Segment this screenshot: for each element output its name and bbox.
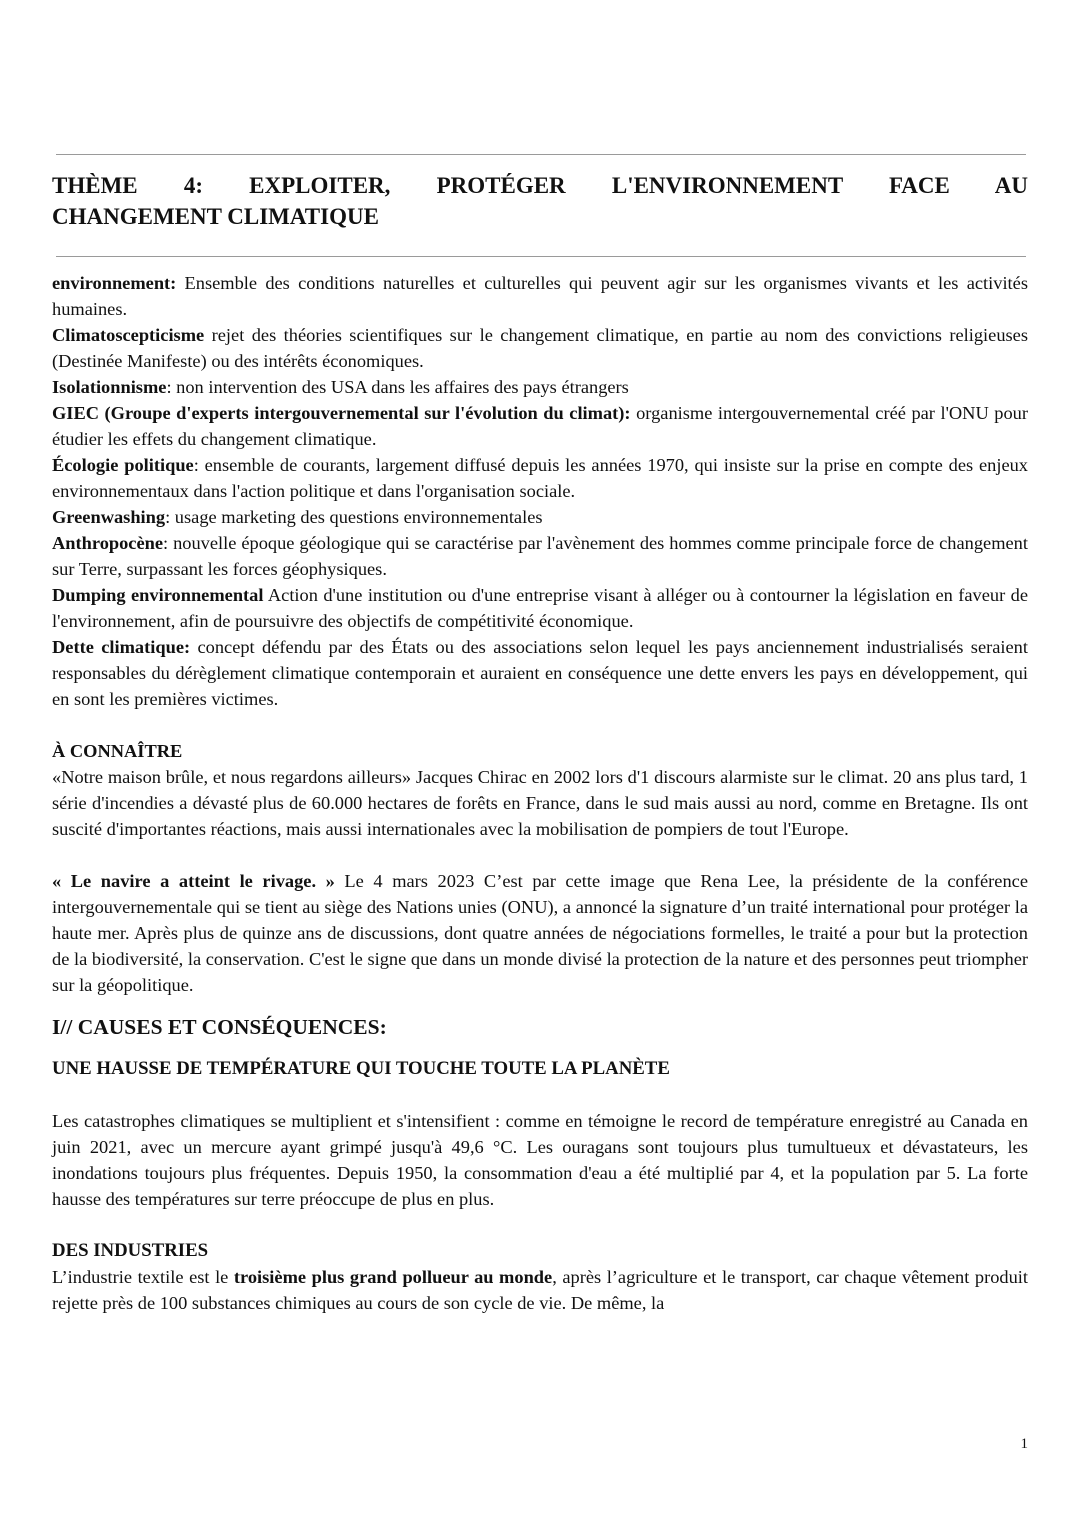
definition-term: Dette climatique:	[52, 637, 191, 657]
a-connaitre-heading-text: À CONNAÎTRE	[52, 741, 183, 761]
subsection-heading: DES INDUSTRIES	[52, 1240, 209, 1261]
definition	[52, 270, 1028, 322]
definition	[52, 400, 1028, 452]
title-line-1: THÈME 4: EXPLOITER, PROTÉGER L'ENVIRONNEMENT FACE AU	[52, 173, 1028, 198]
subsection-paragraph	[52, 1264, 1028, 1316]
definition-text: concept défendu par des États ou des associations selon lequel les pays anciennement industrialisés seraient responsables du dérèglement climatique contemporain et auraient en conséquence une dette envers les pays en développement, qui en sont les premières victimes.	[52, 637, 1028, 709]
bottom-divider	[56, 256, 1026, 257]
definition-text: Ensemble des conditions naturelles et culturelles qui peuvent agir sur les organismes vivants et les activités humaines.	[52, 273, 1028, 319]
definition	[52, 504, 1028, 530]
document-body	[52, 270, 1028, 1316]
definition	[52, 374, 1028, 400]
definition-text: : nouvelle époque géologique qui se caractérise par l'avènement des hommes comme principale force de changement sur Terre, surpassant les forces géophysiques.	[52, 533, 1028, 579]
definition-term: GIEC (Groupe d'experts intergouvernemental sur l'évolution du climat):	[52, 403, 631, 423]
definition-text: Action d'une institution ou d'une entreprise visant à alléger ou à contourner la législation en faveur de l'environnement, afin de poursuivre des objectifs de compétitivité économique.	[52, 585, 1028, 631]
top-divider	[56, 154, 1026, 155]
a-connaitre-paragraph-1: «Notre maison brûle, et nous regardons ailleurs» Jacques Chirac en 2002 lors d'1 discours alarmiste sur le climat. 20 ans plus tard, 1 série d'incendies a dévasté plus de 60.000 hectares de forêts en France, dans le sud mais aussi au nord, comme en Bretagne. Ils ont suscité d'importantes réactions, mais aussi internationales avec la mobilisation de pompiers de tout l'Europe.	[52, 767, 1028, 839]
paragraph-text: L’industrie textile est le	[52, 1267, 234, 1287]
paragraph-text: , après l’agriculture et le transport, car chaque vêtement produit rejette près de 100 substances chimiques au cours de son cycle de vie. De même, la	[52, 1267, 1029, 1313]
definition	[52, 452, 1028, 504]
page-number: 1	[1020, 1436, 1028, 1452]
paragraph-emphasis: troisième plus grand pollueur au monde	[233, 1267, 553, 1287]
definition-text: organisme intergouvernemental créé par l'ONU pour étudier les effets du changement climatique.	[52, 403, 1028, 449]
definition-text: rejet des théories scientifiques sur le changement climatique, en partie au nom des convictions religieuses (Destinée Manifeste) ou des intérêts économiques.	[52, 325, 1028, 371]
quote-bold: « Le navire a atteint le rivage. »	[52, 871, 335, 891]
definition-text: : ensemble de courants, largement diffusé depuis les années 1970, qui insiste sur la prise en compte des enjeux environnementaux dans l'action politique et dans l'organisation sociale.	[52, 455, 1028, 501]
definition-term: Écologie politique	[52, 455, 194, 475]
definition-text: : usage marketing des questions environnementales	[165, 507, 543, 527]
definition	[52, 530, 1028, 582]
definition-term: Anthropocène	[52, 533, 164, 553]
definition-text: : non intervention des USA dans les affaires des pays étrangers	[166, 377, 629, 397]
definition-term: Dumping environnemental	[52, 585, 264, 605]
quote-text: Le 4 mars 2023 C’est par cette image que Rena Lee, la présidente de la conférence intergouvernementale qui se tient au siège des Nations unies (ONU), a annoncé la signature d’un traité international pour protéger la haute mer. Après plus de quinze ans de discussions, dont quatre années de négociations formelles, le traité a pour but la protection de la biodiversité, la conservation. C'est le signe que dans un monde divisé la protection de la nature et des personnes peut triompher sur la géopolitique.	[52, 871, 1028, 995]
definition-term: Greenwashing	[52, 507, 166, 527]
definition	[52, 634, 1028, 712]
subsection-heading: UNE HAUSSE DE TEMPÉRATURE QUI TOUCHE TOUTE LA PLANÈTE	[52, 1058, 670, 1079]
definition	[52, 582, 1028, 634]
subsection-paragraph: Les catastrophes climatiques se multiplient et s'intensifient : comme en témoigne le record de température enregistré au Canada en juin 2021, avec un mercure ayant grimpé jusqu'à 49,6 °C. Les ouragans sont toujours plus tumultueux et dévastateurs, les inondations toujours plus fréquentes. Depuis 1950, la consommation d'eau a été multiplié par 4, et la population par 5. La forte hausse des températures sur terre préoccupe de plus en plus.	[52, 1111, 1028, 1209]
title-line-2: CHANGEMENT CLIMATIQUE	[52, 204, 379, 229]
definition-term: Climatoscepticisme	[52, 325, 205, 345]
a-connaitre-heading	[52, 738, 1028, 764]
document-page	[52, 0, 1028, 1525]
definition	[52, 322, 1028, 374]
section-heading: I// CAUSES ET CONSÉQUENCES:	[52, 1015, 387, 1039]
definition-term: Isolationnisme	[52, 377, 167, 397]
definition-term: environnement:	[52, 273, 177, 293]
a-connaitre-paragraph-2	[52, 868, 1028, 998]
document-title	[52, 170, 1028, 232]
